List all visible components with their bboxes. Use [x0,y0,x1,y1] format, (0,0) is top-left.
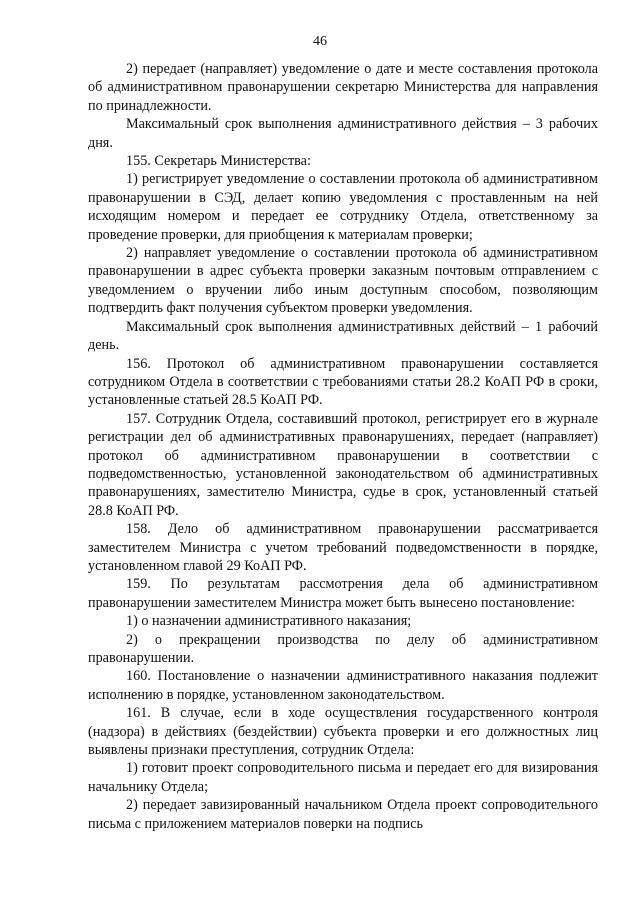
paragraph: Максимальный срок выполнения административного действия – 3 рабочих дня. [88,116,598,151]
paragraph: 161. В случае, если в ходе осуществления государственного контроля (надзора) в действиях (бездействии) субъекта проверки и его должностных лиц выявлены признаки преступления, сотрудник Отдела: [88,705,598,759]
paragraph: 1) регистрирует уведомление о составлении протокола об административном правонарушении в СЭД, делает копию уведомления с проставленным на ней исходящим номером и передает ее сотруднику Отдела, ответственному за проведение проверки, для приобщения к материалам проверки; [88,171,598,243]
paragraph: 2) направляет уведомление о составлении протокола об административном правонарушении в адрес субъекта проверки заказным почтовым отправлением с уведомлением о вручении либо иным доступным способом, позволяющим подтвердить факт получения субъектом проверки уведомления. [88,245,598,317]
page-number: 46 [313,34,327,49]
paragraph: 160. Постановление о назначении административного наказания подлежит исполнению в порядке, установленном законодательством. [88,668,598,703]
paragraph: 155. Секретарь Министерства: [126,153,311,170]
paragraph: 156. Протокол об административном правонарушении составляется сотрудником Отдела в соответствии с требованиями статьи 28.2 КоАП РФ в сроки, установленные статьей 28.5 КоАП РФ. [88,355,598,409]
paragraph: 1) готовит проект сопроводительного письма и передает его для визирования начальнику Отдела; [88,760,598,795]
paragraph: 159. По результатам рассмотрения дела об административном правонарушении заместителем Министра может быть вынесено постановление: [88,576,598,611]
paragraph: 157. Сотрудник Отдела, составивший протокол, регистрирует его в журнале регистрации дел об административных правонарушениях, передает (направляет) протокол об административном правонарушении в соответствии с подведомственностью, установленной законодательством об административных правонарушениях, заместителю Министра, судье в срок, установленный статьей 28.8 КоАП РФ. [88,410,598,519]
paragraph: 2) о прекращении производства по делу об административном правонарушении. [88,631,598,666]
paragraph: Максимальный срок выполнения административных действий – 1 рабочий день. [88,318,598,354]
paragraph: 2) передает завизированный начальником Отдела проект сопроводительного письма с приложением материалов поверки на подпись [88,797,598,832]
document-body [88,60,598,833]
paragraph: 1) о назначении административного наказания; [126,613,412,630]
paragraph: 2) передает (направляет) уведомление о дате и месте составления протокола об административном правонарушении секретарю Министерства для направления по принадлежности. [88,61,598,114]
paragraph: 158. Дело об административном правонарушении рассматривается заместителем Министра с учетом требований подведомственности в порядке, установленном главой 29 КоАП РФ. [88,521,598,574]
